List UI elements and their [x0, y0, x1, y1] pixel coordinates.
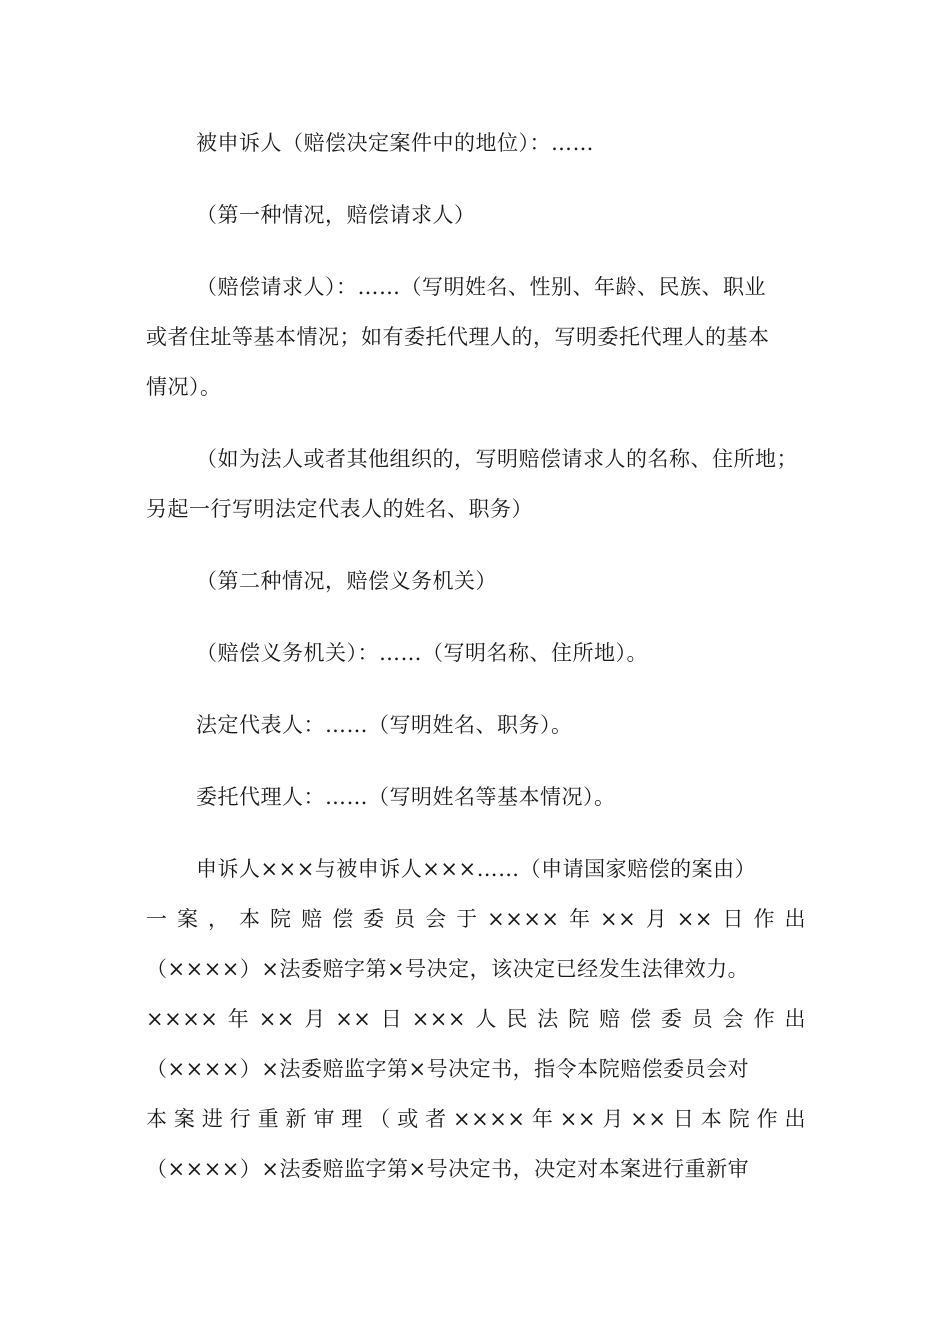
body-paragraph-line-7: （××××）×法委赔监字第×号决定书，决定对本案进行重新审 [146, 1157, 750, 1181]
body-paragraph-line-1: 申诉人×××与被申诉人×××……（申请国家赔偿的案由） [196, 857, 757, 881]
agent-line: 委托代理人：……（写明姓名等基本情况）。 [196, 785, 616, 809]
body-paragraph-line-4: ××××年××月××日×××人民法院赔偿委员会作出 [146, 1007, 806, 1031]
case-type-one-heading: （第一种情况，赔偿请求人） [196, 203, 476, 227]
claimant-line-end: 情况）。 [146, 375, 222, 399]
claimant-line: （赔偿请求人）：……（写明姓名、性别、年龄、民族、职业 [196, 275, 766, 299]
legal-person-note: （如为法人或者其他组织的，写明赔偿请求人的名称、住所地； [196, 447, 798, 471]
body-paragraph-line-3: （××××）×法委赔字第×号决定，该决定已经发生法律效力。 [146, 957, 750, 981]
body-paragraph-line-5: （××××）×法委赔监字第×号决定书，指令本院赔偿委员会对 [146, 1057, 750, 1081]
claimant-line-cont: 或者住址等基本情况；如有委托代理人的，写明委托代理人的基本 [146, 325, 770, 349]
body-paragraph-line-6: 本案进行重新审理（或者××××年××月××日本院作出 [146, 1107, 806, 1131]
legal-rep-line: 法定代表人：……（写明姓名、职务）。 [196, 713, 573, 737]
legal-person-note-cont: 另起一行写明法定代表人的姓名、职务） [146, 497, 533, 521]
case-type-two-heading: （第二种情况，赔偿义务机关） [196, 569, 497, 593]
obligor-line: （赔偿义务机关）：……（写明名称、住所地）。 [196, 641, 648, 665]
respondent-line: 被申诉人（赔偿决定案件中的地位）：…… [196, 131, 594, 155]
body-paragraph-line-2: 一案，本院赔偿委员会于××××年××月××日作出 [146, 907, 806, 931]
